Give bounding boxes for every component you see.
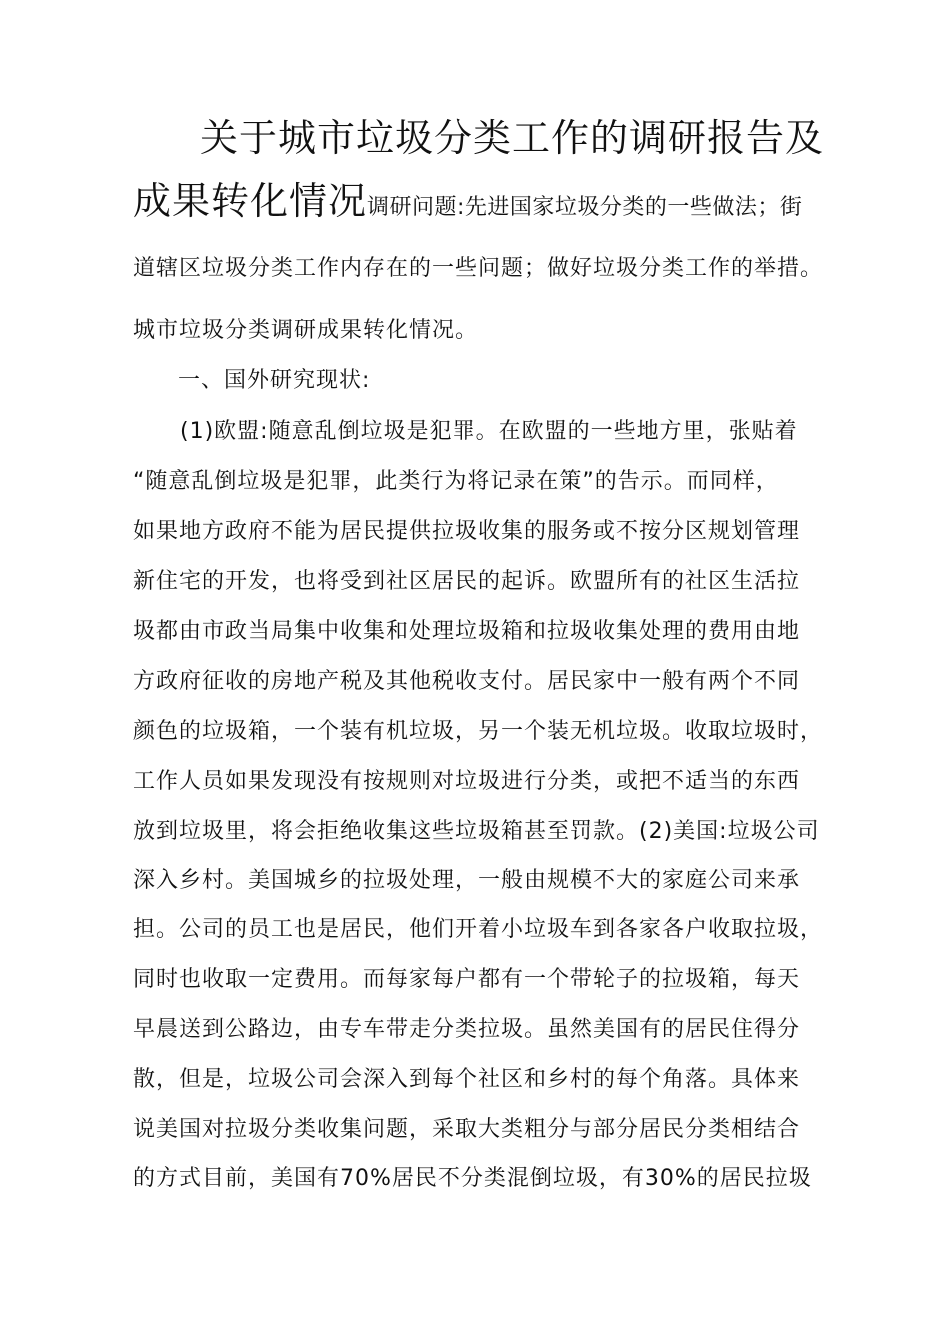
paragraph-line: (1)欧盟:随意乱倒垃圾是犯罪。在欧盟的一些地方里，张贴着 [180, 419, 798, 444]
document-title-continuation: 成果转化情况 [133, 179, 368, 223]
paragraph-line: 方政府征收的房地产税及其他税收支付。居民家中一般有两个不同 [133, 669, 801, 694]
paragraph-line: 散，但是，垃圾公司会深入到每个社区和乡村的每个角落。具体来 [133, 1067, 801, 1092]
paragraph-line: “随意乱倒垃圾是犯罪，此类行为将记录在策”的告示。而同样， [133, 469, 779, 494]
paragraph-line: 放到垃圾里，将会拒绝收集这些垃圾箱甚至罚款。(2)美国:垃圾公司 [133, 819, 820, 844]
paragraph-line: 的方式目前，美国有70%居民不分类混倒垃圾，有30%的居民拉圾 [133, 1166, 812, 1191]
document-title-line1: 关于城市垃圾分类工作的调研报告及 [200, 116, 825, 160]
section-heading: 一、国外研究现状: [178, 368, 371, 393]
paragraph-line: 同时也收取一定费用。而每家每户都有一个带轮子的拉圾箱，每天 [133, 967, 801, 992]
paragraph-line: 城市垃圾分类调研成果转化情况。 [133, 318, 479, 343]
research-question-start: 调研问题:先进国家垃圾分类的一些做法；街 [367, 195, 803, 220]
paragraph-line: 工作人员如果发现没有按规则对垃圾进行分类，或把不适当的东西 [133, 769, 801, 794]
paragraph-line: 道辖区垃圾分类工作内存在的一些问题；做好垃圾分类工作的举措。 [133, 256, 824, 281]
paragraph-line: 颜色的垃圾箱，一个装有机垃圾，另一个装无机垃圾。收取垃圾时， [133, 719, 824, 744]
paragraph-line: 新住宅的开发，也将受到社区居民的起诉。欧盟所有的社区生活拉 [133, 569, 801, 594]
paragraph-line: 早晨送到公路边，由专车带走分类拉圾。虽然美国有的居民住得分 [133, 1017, 801, 1042]
paragraph-line: 圾都由市政当局集中收集和处理垃圾箱和拉圾收集处理的费用由地 [133, 619, 801, 644]
paragraph-line: 担。公司的员工也是居民，他们开着小垃圾车到各家各户收取拉圾， [133, 917, 824, 942]
document-title-line2 [133, 176, 802, 233]
paragraph-line: 如果地方政府不能为居民提供拉圾收集的服务或不按分区规划管理 [133, 519, 801, 544]
paragraph-line: 深入乡村。美国城乡的拉圾处理，一般由规模不大的家庭公司来承 [133, 868, 801, 893]
paragraph-line: 说美国对拉圾分类收集问题，采取大类粗分与部分居民分类相结合 [133, 1117, 801, 1142]
